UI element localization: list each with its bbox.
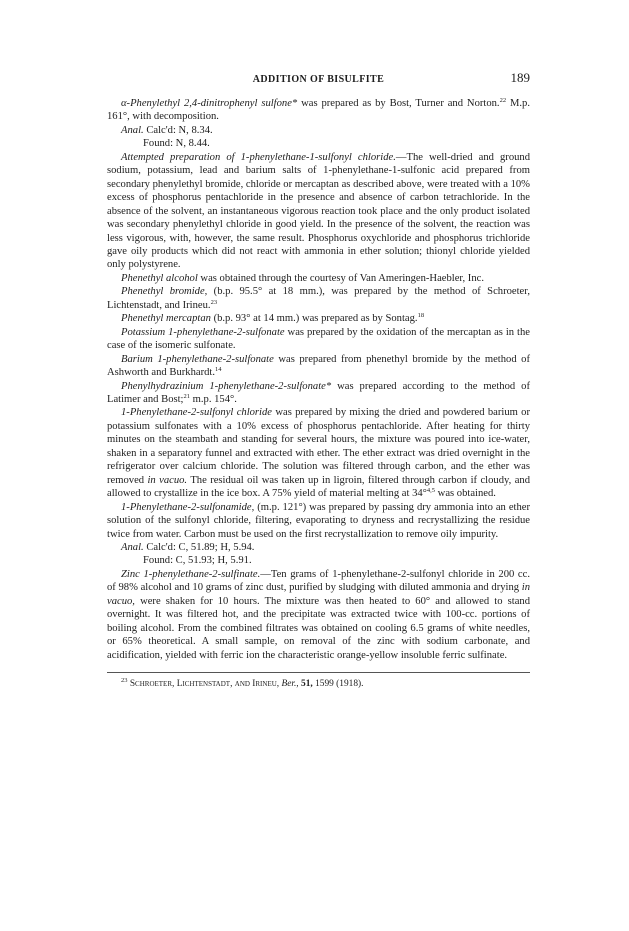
paragraph [107, 353, 530, 380]
italic-text: Barium 1-phenylethane-2-sulfonate [121, 353, 274, 365]
italic-text: 1-Phenylethane-2-sulfonamide, [121, 501, 255, 513]
text-run: was prepared according to the method of Latimer and Bost; [107, 380, 530, 405]
footnote-pages: 1599 (1918). [315, 679, 364, 690]
text-run: was prepared by mixing the dried and powdered barium or potassium sulfonates with a 10% excess of phosphorus pentachloride. After heating for thirty minutes on the steambath and standing for several hours, the mixture was poured into ice-water, shaken in a separatory funnel and extracted with ether. The ether extract was dried overnight in the refrigerator over calcium chloride. The solution was filtered through carbon, and the ether was removed [107, 407, 531, 486]
italic-text: in vacuo. [147, 474, 188, 486]
page-header [107, 68, 530, 86]
text-run: Calc'd: C, 51.89; H, 5.94. [143, 541, 255, 553]
text-run: (b.p. 95.5° at 18 mm.), was prepared by the method of Schroeter, Lichtenstadt, and Irineu. [107, 286, 530, 311]
italic-text: Phenethyl mercaptan [121, 313, 211, 325]
italic-text: Phenethyl bromide, [121, 286, 208, 298]
analysis-line [107, 137, 530, 150]
analysis-line [107, 124, 530, 137]
paragraph [107, 312, 530, 325]
italic-text: Anal. [121, 124, 144, 136]
paragraph [107, 568, 530, 662]
paragraph [107, 380, 530, 407]
text-run: was obtained. [435, 488, 496, 500]
paragraph [107, 272, 530, 285]
text-run: (m.p. 121°) was prepared by passing dry ammonia into an ether solution of the sulfonyl chloride, filtering, evaporating to dryness and recrystallizing the residue twice from water. Carbon must be used on the first recrystallization to remove oily impurity. [107, 501, 530, 540]
text-run: Found: C, 51.93; H, 5.91. [143, 555, 252, 567]
text-run: m.p. 154°. [190, 393, 237, 405]
reference-superscript: 22 [499, 97, 507, 104]
reference-superscript: 14 [214, 366, 222, 374]
italic-text: Anal. [121, 541, 144, 553]
paragraph [107, 151, 530, 272]
text-run: —Ten grams of 1-phenylethane-2-sulfonyl chloride in 200 cc. of 98% alcohol and 10 grams of zinc dust, purified by sludging with diluted ammonia and drying [107, 568, 530, 594]
paragraph [107, 501, 530, 541]
footnote [107, 678, 530, 690]
analysis-line [107, 541, 530, 554]
italic-text: α-Phenylethyl 2,4-dinitrophenyl sulfone* [121, 98, 298, 109]
paragraph [107, 97, 530, 124]
text-run: was prepared by the oxidation of the mercaptan as in the case of the isomeric sulfonate. [107, 326, 530, 352]
text-run: was prepared as by Bost, Turner and Norton. [297, 98, 500, 109]
paragraph [107, 326, 530, 353]
reference-superscript: 23 [210, 298, 218, 306]
italic-text: 1-Phenylethane-2-sulfonyl chloride [121, 407, 273, 419]
text-run: —The well-dried and ground sodium, potassium, lead and barium salts of 1-phenylethane-1-sulfonic acid prepared from secondary phenylethyl bromide, chloride or mercaptan as described above, were treated with a 10% excess of phosphorus pentachloride in the presence and absence of carbon tetrachloride. In the absence of the solvent, an instantaneous vigorous reaction took place and the only product isolated was secondary phenylethyl chloride in good yield. In the presence of the solvent, the reaction was less vigorous, with, however, the same result. Phosphorus oxychloride and phosphorus trichloride gave oily products which did not react with ammonia in ether solution; thionyl chloride yielded only polystyrene. [107, 151, 531, 271]
text-run: was prepared from phenethyl bromide by the method of Ashworth and Burkhardt. [107, 353, 531, 379]
footnote-journal: Ber., [281, 679, 299, 690]
text-run: (b.p. 93° at 14 mm.) was prepared as by Sontag. [210, 313, 418, 325]
italic-text: Phenethyl alcohol [121, 272, 198, 284]
running-title: ADDITION OF BISULFITE [252, 74, 385, 85]
text-run: Found: N, 8.44. [143, 138, 210, 150]
paragraph [107, 406, 530, 500]
italic-text: Phenylhydrazinium 1-phenylethane-2-sulfonate* [121, 380, 332, 392]
text-run: The residual oil was taken up in ligroin, filtered through carbon if cloudy, and allowed to crystallize in the ice box. A 75% yield of material melting at 34° [107, 474, 530, 500]
text-run: was obtained through the courtesy of Van Ameringen-Haebler, Inc. [197, 272, 484, 284]
article-body [107, 97, 530, 662]
text-run: M.p. 161°, with decomposition. [107, 98, 530, 123]
footnote-authors: Schroeter, Lichtenstadt, and Irineu, [129, 679, 280, 690]
italic-text: Zinc 1-phenylethane-2-sulfinate. [121, 568, 261, 580]
page [107, 68, 530, 690]
reference-superscript: 18 [417, 312, 425, 320]
italic-text: in vacuo, [107, 582, 530, 607]
text-run: Calc'd: N, 8.34. [143, 124, 213, 136]
footnote-divider [107, 672, 530, 673]
page-number: 189 [510, 70, 530, 85]
text-run: were shaken for 10 hours. The mixture was then heated to 60° and allowed to stand overnight. It was filtered hot, and the precipitate was extracted twice with 100-cc. portions of boiling alcohol. From the combined filtrates was obtained on cooling 6.5 grams of white needles, or 65% theoretical. A small sample, on removal of the zinc with sodium carbonate, and acidification, yielded with ferric ion the characteristic orange-yellow insoluble ferric sulfinate. [107, 595, 530, 661]
analysis-line [107, 554, 530, 567]
reference-superscript: 4,5 [426, 487, 436, 495]
footnote-number: 23 [121, 677, 128, 685]
italic-text: Potassium 1-phenylethane-2-sulfonate [121, 326, 285, 338]
paragraph [107, 285, 530, 312]
footnote-volume: 51, [301, 679, 313, 690]
italic-text: Attempted preparation of 1-phenylethane-1-sulfonyl chloride. [121, 151, 396, 163]
reference-superscript: 21 [183, 392, 190, 400]
